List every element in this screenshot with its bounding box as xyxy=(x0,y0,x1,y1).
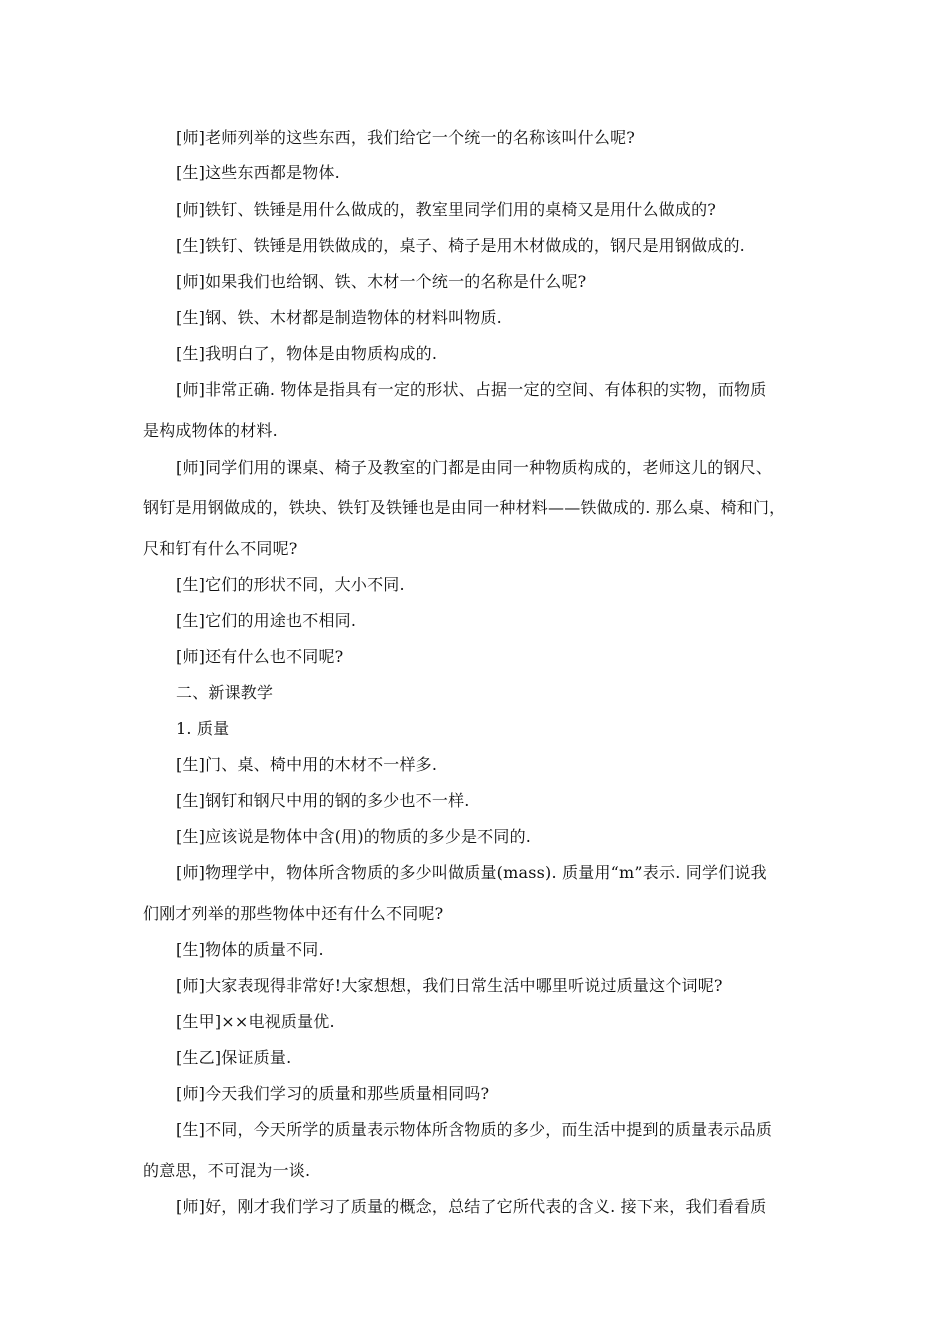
paragraph-line: [师]如果我们也给钢、铁、木材一个统一的名称是什么呢? xyxy=(176,272,587,291)
paragraph-line: [师]老师列举的这些东西，我们给它一个统一的名称该叫什么呢? xyxy=(176,128,636,147)
paragraph-line: [生甲]××电视质量优. xyxy=(176,1012,335,1031)
paragraph-line: [生]应该说是物体中含(用)的物质的多少是不同的. xyxy=(176,827,532,846)
paragraph-line: [生]不同，今天所学的质量表示物体所含物质的多少，而生活中提到的质量表示品质 xyxy=(176,1120,773,1139)
paragraph-line: [生]它们的形状不同，大小不同. xyxy=(176,575,405,594)
paragraph-line: [生]它们的用途也不相同. xyxy=(176,611,357,630)
paragraph-line: [师]同学们用的课桌、椅子及教室的门都是由同一种物质构成的，老师这儿的钢尺、 xyxy=(176,458,773,477)
paragraph-line: [师]物理学中，物体所含物质的多少叫做质量(mass). 质量用“m”表示. 同学们说我 xyxy=(176,863,767,882)
paragraph-line: [师]非常正确. 物体是指具有一定的形状、占据一定的空间、有体积的实物，而物质 xyxy=(176,380,767,399)
paragraph-line: [生]钢、铁、木材都是制造物体的材料叫物质. xyxy=(176,308,502,327)
paragraph-line: [师]大家表现得非常好!大家想想，我们日常生活中哪里听说过质量这个词呢? xyxy=(176,976,723,995)
paragraph-line: [师]好，刚才我们学习了质量的概念，总结了它所代表的含义. 接下来，我们看看质 xyxy=(176,1197,767,1216)
paragraph-line: 的意思，不可混为一谈. xyxy=(143,1161,311,1180)
paragraph-line: [生]门、桌、椅中用的木材不一样多. xyxy=(176,755,438,774)
paragraph-line: [生]我明白了，物体是由物质构成的. xyxy=(176,344,438,363)
paragraph-line: [生]钢钉和钢尺中用的钢的多少也不一样. xyxy=(176,791,470,810)
paragraph-line: [生]物体的质量不同. xyxy=(176,940,324,959)
section-heading: 二、新课教学 xyxy=(176,683,274,702)
paragraph-line: 是构成物体的材料. xyxy=(143,421,278,440)
paragraph-line: [生]铁钉、铁锤是用铁做成的，桌子、椅子是用木材做成的，钢尺是用钢做成的. xyxy=(176,236,745,255)
paragraph-line: [生]这些东西都是物体. xyxy=(176,163,340,182)
paragraph-line: 钢钉是用钢做成的，铁块、铁钉及铁锤也是由同一种材料——铁做成的. 那么桌、椅和门， xyxy=(143,498,786,517)
subsection-heading: 1. 质量 xyxy=(176,719,230,738)
paragraph-line: 们刚才列举的那些物体中还有什么不同呢? xyxy=(143,904,444,923)
paragraph-line: [师]铁钉、铁锤是用什么做成的，教室里同学们用的桌椅又是用什么做成的? xyxy=(176,200,717,219)
paragraph-line: [师]今天我们学习的质量和那些质量相同吗? xyxy=(176,1084,490,1103)
paragraph-line: 尺和钉有什么不同呢? xyxy=(143,539,298,558)
paragraph-line: [师]还有什么也不同呢? xyxy=(176,647,344,666)
paragraph-line: [生乙]保证质量. xyxy=(176,1048,292,1067)
